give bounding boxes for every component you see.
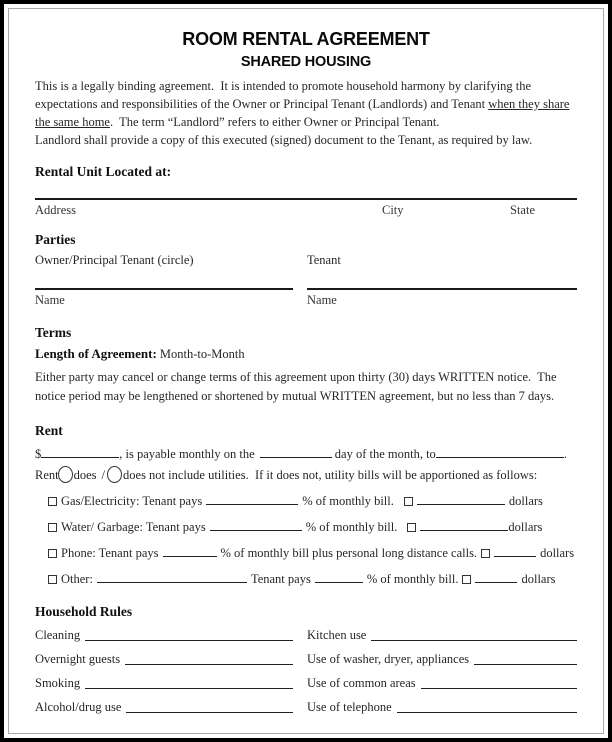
gas-electricity-label: Gas/Electricity: Tenant pays [61, 494, 203, 508]
does-not-option-label: does not include utilities. If it does not, utility bills will be apportioned as follows: [123, 468, 538, 482]
rent-payable-text-1: , is payable monthly on the [119, 447, 255, 461]
document-subtitle: SHARED HOUSING [240, 54, 372, 70]
household-rules-section [35, 603, 577, 715]
address-city-state-line[interactable] [35, 180, 577, 200]
household-rules-row-2 [35, 652, 577, 667]
phone-mid-text: % of monthly bill plus personal long distance calls. [220, 546, 478, 560]
telephone-blank[interactable] [397, 700, 577, 713]
common-areas-label: Use of common areas [307, 676, 416, 690]
gas-electricity-percent-blank[interactable] [206, 495, 298, 505]
kitchen-use-label: Kitchen use [307, 628, 367, 642]
city-label: City [382, 203, 404, 217]
other-label: Other: [61, 572, 93, 586]
other-mid-text-1: Tenant pays [250, 572, 311, 586]
other-description-blank[interactable] [97, 573, 247, 583]
intro-paragraph [35, 77, 577, 149]
name-labels-row [35, 293, 577, 308]
other-amount-checkbox[interactable] [462, 575, 471, 584]
utility-row-gas-electricity [48, 493, 577, 509]
gas-electricity-unit-label: dollars [508, 494, 543, 508]
rental-unit-section [35, 163, 577, 217]
kitchen-use-field [307, 628, 577, 643]
length-of-agreement-value: Month-to-Month [159, 347, 245, 361]
other-percent-blank[interactable] [315, 573, 363, 583]
terms-section [35, 324, 577, 405]
washer-dryer-blank[interactable] [474, 652, 577, 665]
overnight-guests-label: Overnight guests [35, 652, 121, 666]
water-garbage-checkbox[interactable] [48, 523, 57, 532]
owner-name-line[interactable] [35, 270, 293, 290]
section-heading-parties: Parties [35, 232, 76, 247]
water-garbage-label: Water/ Garbage: Tenant pays [61, 520, 206, 534]
rent-word: Rent [35, 468, 59, 482]
phone-amount-checkbox[interactable] [481, 549, 490, 558]
does-not-choice-circle[interactable] [107, 466, 122, 483]
utility-row-other [48, 571, 577, 587]
does-option-label: does [73, 468, 97, 482]
alcohol-drug-use-blank[interactable] [126, 700, 293, 713]
rent-payable-text-2: day of the month, to [334, 447, 436, 461]
other-dollars-blank[interactable] [475, 573, 517, 583]
intro-underlined-phrase: when they share the same home [35, 97, 570, 129]
gas-electricity-mid-text: % of monthly bill. [302, 494, 394, 508]
rent-utilities-line [35, 465, 577, 485]
rent-amount-blank[interactable] [41, 448, 119, 458]
tenant-name-line[interactable] [307, 270, 577, 290]
gas-electricity-amount-checkbox[interactable] [404, 497, 413, 506]
rent-payee-blank[interactable] [436, 448, 564, 458]
other-checkbox[interactable] [48, 575, 57, 584]
document-sheet [8, 8, 604, 734]
tenant-label: Tenant [307, 253, 341, 267]
alcohol-drug-use-label: Alcohol/drug use [35, 700, 122, 714]
owner-principal-tenant-label: Owner/Principal Tenant (circle) [35, 253, 194, 267]
water-garbage-dollars-blank[interactable] [420, 521, 508, 531]
address-labels-row [35, 203, 577, 217]
telephone-field [307, 700, 577, 715]
smoking-label: Smoking [35, 676, 81, 690]
phone-checkbox[interactable] [48, 549, 57, 558]
telephone-label: Use of telephone [307, 700, 392, 714]
phone-label: Phone: Tenant pays [61, 546, 159, 560]
utility-row-phone [48, 545, 577, 561]
water-garbage-unit-label: dollars [508, 520, 543, 534]
overnight-guests-blank[interactable] [125, 652, 293, 665]
cleaning-field [35, 628, 293, 643]
water-garbage-percent-blank[interactable] [210, 521, 302, 531]
terms-notice-paragraph: Either party may cancel or change terms of this agreement upon thirty (30) days WRITTEN notice. The notice period may be lengthened or shortened by mutual WRITTEN agreement, but no less than 7 days. [35, 370, 557, 403]
cleaning-label: Cleaning [35, 628, 81, 642]
household-rules-row-1 [35, 628, 577, 643]
does-choice-circle[interactable] [58, 466, 73, 483]
gas-electricity-checkbox[interactable] [48, 497, 57, 506]
owner-name-label: Name [35, 293, 65, 307]
intro-text-3: Landlord shall provide a copy of this executed (signed) document to the Tenant, as required by law. [35, 133, 533, 147]
smoking-blank[interactable] [85, 676, 293, 689]
smoking-field [35, 676, 293, 691]
intro-text-1: This is a legally binding agreement. It is intended to promote household harmony by clarifying the expectations and responsibilities of the Owner or Principal Tenant (Landlords) and Tenant [35, 79, 532, 111]
washer-dryer-label: Use of washer, dryer, appliances [307, 652, 470, 666]
address-label: Address [35, 203, 76, 217]
state-label: State [510, 203, 535, 217]
washer-dryer-field [307, 652, 577, 667]
rent-day-blank[interactable] [260, 448, 332, 458]
choice-slash: / [101, 468, 106, 482]
water-garbage-amount-checkbox[interactable] [407, 523, 416, 532]
household-rules-row-3 [35, 676, 577, 691]
other-unit-label: dollars [521, 572, 556, 586]
overnight-guests-field [35, 652, 293, 667]
common-areas-field [307, 676, 577, 691]
rent-payable-line [35, 446, 577, 462]
section-heading-rent: Rent [35, 423, 63, 438]
phone-unit-label: dollars [540, 546, 575, 560]
utility-row-water-garbage [48, 519, 577, 535]
gas-electricity-dollars-blank[interactable] [417, 495, 505, 505]
common-areas-blank[interactable] [421, 676, 577, 689]
dollar-sign: $ [35, 447, 42, 461]
phone-dollars-blank[interactable] [494, 547, 536, 557]
section-heading-terms: Terms [35, 325, 72, 340]
household-rules-row-4 [35, 700, 577, 715]
section-heading-rental-unit: Rental Unit Located at: [35, 164, 172, 179]
length-of-agreement-line [35, 346, 577, 362]
intro-text-2: . The term “Landlord” refers to either Owner or Principal Tenant. [109, 115, 440, 129]
tenant-name-label: Name [307, 293, 337, 307]
water-garbage-mid-text: % of monthly bill. [305, 520, 398, 534]
rent-section [35, 422, 577, 587]
other-mid-text-2: % of monthly bill. [366, 572, 459, 586]
alcohol-drug-use-field [35, 700, 293, 715]
document-title: ROOM RENTAL AGREEMENT [182, 29, 430, 49]
rent-payable-period: . [563, 447, 567, 461]
parties-section [35, 231, 577, 308]
party-labels-row [35, 253, 577, 268]
section-heading-household-rules: Household Rules [35, 604, 133, 619]
party-name-lines-row [35, 270, 577, 290]
cleaning-blank[interactable] [85, 628, 293, 641]
length-of-agreement-label: Length of Agreement: [35, 346, 157, 361]
kitchen-use-blank[interactable] [371, 628, 577, 641]
phone-percent-blank[interactable] [163, 547, 217, 557]
